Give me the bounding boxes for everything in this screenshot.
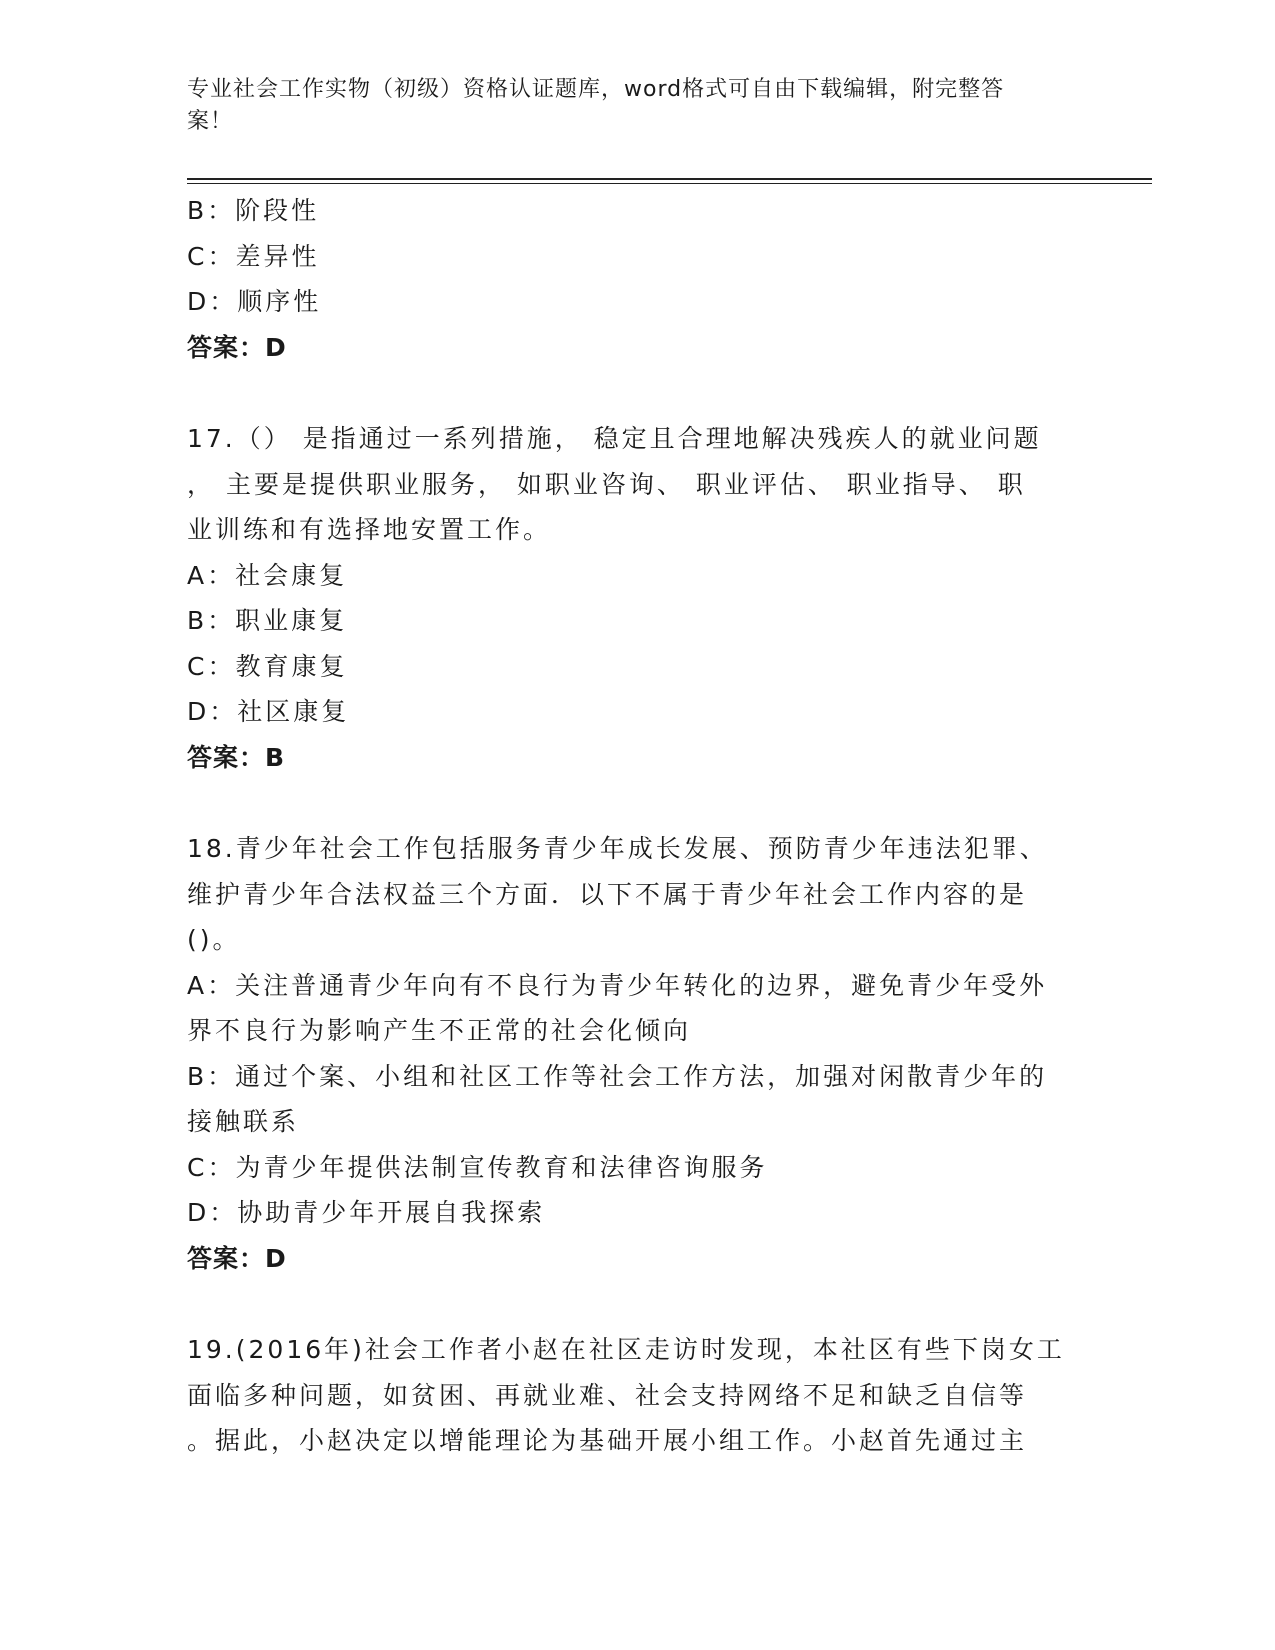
spacer bbox=[187, 1281, 1067, 1327]
option-b: B：通过个案、小组和社区工作等社会工作方法，加强对闲散青少年的 bbox=[187, 1061, 1048, 1091]
option-b: B：阶段性 bbox=[187, 196, 320, 225]
question-stem: 18.青少年社会工作包括服务青少年成长发展、预防青少年违法犯罪、 bbox=[187, 834, 1048, 863]
option-c: C：为青少年提供法制宣传教育和法律咨询服务 bbox=[187, 1152, 768, 1182]
answer: 答案：B bbox=[187, 742, 286, 772]
option-d: D：社区康复 bbox=[187, 697, 350, 726]
header-divider bbox=[187, 178, 1152, 184]
question-content bbox=[187, 188, 1067, 1464]
option-b: B：职业康复 bbox=[187, 606, 348, 635]
option-a: A：社会康复 bbox=[187, 560, 348, 590]
question-17 bbox=[187, 416, 1067, 780]
question-stem: ()。 bbox=[187, 925, 241, 954]
question-stem: 面临多种问题，如贫困、再就业难、社会支持网络不足和缺乏自信等 bbox=[187, 1380, 1028, 1410]
question-19 bbox=[187, 1327, 1067, 1464]
question-stem: ， 主要是提供职业服务， 如职业咨询、 职业评估、 职业指导、 职 bbox=[187, 469, 1026, 499]
option-c: C：教育康复 bbox=[187, 651, 348, 681]
question-stem: 17.（） 是指通过一系列措施， 稳定且合理地解决残疾人的就业问题 bbox=[187, 424, 1042, 453]
question-stem: 。据此，小赵决定以增能理论为基础开展小组工作。小赵首先通过主 bbox=[187, 1426, 1028, 1455]
answer: 答案：D bbox=[187, 332, 287, 362]
option-d: D：协助青少年开展自我探索 bbox=[187, 1198, 546, 1227]
option-a: A：关注普通青少年向有不良行为青少年转化的边界，避免青少年受外 bbox=[187, 970, 1048, 1000]
question-16 bbox=[187, 188, 1067, 370]
document-header bbox=[187, 74, 1067, 138]
answer: 答案：D bbox=[187, 1243, 287, 1273]
spacer bbox=[187, 370, 1067, 416]
question-stem: 19.(2016年)社会工作者小赵在社区走访时发现，本社区有些下岗女工 bbox=[187, 1335, 1065, 1364]
question-stem: 维护青少年合法权益三个方面．以下不属于青少年社会工作内容的是 bbox=[187, 879, 1028, 909]
question-stem: 业训练和有选择地安置工作。 bbox=[187, 515, 552, 544]
spacer bbox=[187, 780, 1067, 826]
option-d: D：顺序性 bbox=[187, 287, 322, 316]
header-line: 专业社会工作实物（初级）资格认证题库，word格式可自由下载编辑，附完整答 bbox=[187, 77, 1005, 102]
option-c: C：差异性 bbox=[187, 241, 320, 271]
option-a-continued: 界不良行为影响产生不正常的社会化倾向 bbox=[187, 1016, 692, 1045]
header-line: 案！ bbox=[187, 109, 234, 134]
question-18 bbox=[187, 826, 1067, 1281]
option-b-continued: 接触联系 bbox=[187, 1107, 300, 1136]
